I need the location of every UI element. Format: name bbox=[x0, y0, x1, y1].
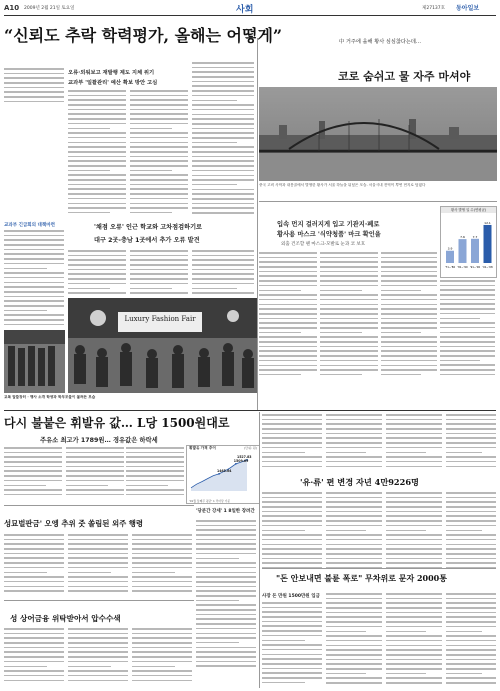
gas-chart-label: '01월 둘째주 평균' 1 리터당 기준 bbox=[189, 499, 231, 503]
right-divider bbox=[259, 201, 497, 202]
holiday-body-1 bbox=[4, 534, 64, 596]
dust-bar bbox=[446, 251, 454, 263]
gas-value-label: 1465.64 bbox=[217, 468, 232, 473]
dust-bar-label: '01~'08 bbox=[482, 266, 493, 269]
lead-body-3 bbox=[130, 90, 188, 218]
center-body-2 bbox=[262, 414, 322, 474]
blackmail-body-4 bbox=[446, 593, 496, 688]
dust-chart-svg bbox=[441, 213, 496, 275]
holiday-body-2 bbox=[68, 534, 128, 596]
blackmail-box-title: 사장 돈 만원 1500만원 입금 bbox=[262, 594, 320, 599]
raid-body-1 bbox=[4, 628, 64, 688]
lead-body-2 bbox=[68, 90, 126, 218]
gas-value-label: 1527.83 bbox=[237, 454, 252, 459]
gas-body-3 bbox=[126, 447, 184, 499]
gas-chart-title: 휘발유 가격 추이 bbox=[189, 446, 216, 450]
dust-headline: 코로 숨쉬고 물 자주 마셔야 bbox=[338, 70, 471, 83]
lead-box-title: 교과부 긴급회의 대책마련 bbox=[4, 223, 55, 228]
lead-mid-head: '채점 오류' 인근 학교와 고차점검하기로 bbox=[94, 224, 203, 231]
dust-subhead-2: 황사용 마스크 '식약청품' 마크 확인을 bbox=[277, 231, 381, 238]
center-body-3 bbox=[326, 414, 382, 474]
masthead-rule bbox=[4, 15, 496, 16]
yellow-dust-photo bbox=[259, 87, 497, 181]
lead-body-8 bbox=[192, 250, 254, 298]
dust-bar-value: 7.7 bbox=[472, 234, 478, 239]
school-body-3 bbox=[386, 492, 442, 574]
lead-mid-sub: 대구 2곳-충남 1곳에서 추가 오류 발견 bbox=[94, 237, 200, 244]
school-body-4 bbox=[446, 492, 496, 574]
lead-body-1 bbox=[4, 68, 64, 108]
dust-bar bbox=[471, 239, 479, 263]
dust-bar bbox=[484, 225, 492, 263]
holiday-body-3 bbox=[132, 534, 192, 596]
gas-chart-svg bbox=[187, 451, 259, 495]
section-rule bbox=[4, 410, 496, 411]
uniform-photo-caption bbox=[4, 395, 257, 407]
gas-area bbox=[191, 460, 247, 491]
dust-bar-label: '71~'80 bbox=[444, 266, 456, 269]
issue-date: 2009년 2월 21일 토요일 bbox=[24, 6, 75, 11]
gas-point bbox=[218, 473, 220, 475]
col-divider-bottom bbox=[259, 412, 260, 688]
page-number: A10 bbox=[4, 4, 20, 12]
center-body-4 bbox=[386, 414, 442, 474]
dust-photo-caption: 중국 고비 사막과 내몽골에서 발생한 황사가 서울 하늘을 뒤덮은 모습. 서울시내 전역이 뿌연 먼지로 덮였다 bbox=[259, 183, 426, 187]
section-title: 사회 bbox=[236, 5, 254, 15]
blackmail-body-1 bbox=[262, 602, 322, 688]
lead-body-7 bbox=[130, 250, 188, 298]
dust-body-c bbox=[381, 252, 437, 382]
gas-headline: 다시 불붙은 휘발유 값… L당 1500원대로 bbox=[4, 416, 230, 430]
dust-bar-label: '81~'90 bbox=[457, 266, 468, 269]
gas-body-1 bbox=[4, 447, 62, 499]
school-body-2 bbox=[326, 492, 382, 574]
uniform-caption-lead: 교복 알뜰장터 · 행사 소개 학생과 학부모들이 몰려든 모습 bbox=[4, 395, 96, 399]
holiday-headline: 성묘벌판금' 오엥 추위 줏 쏠림된 외주 행령 bbox=[4, 519, 144, 528]
bottom-left-rule-2 bbox=[4, 600, 194, 601]
blackmail-body-2 bbox=[326, 593, 382, 688]
gas-chart-caption: '당분간 강세' 1 8일한 장려간 bbox=[196, 509, 255, 514]
uniform-rack-photo bbox=[4, 330, 65, 393]
fashion-fair-sign: Luxury Fashion Fair bbox=[124, 315, 196, 323]
school-body-1 bbox=[262, 492, 322, 574]
center-body-5 bbox=[446, 414, 496, 474]
gas-value-label: 1509.69 bbox=[233, 458, 249, 463]
dust-chart bbox=[440, 206, 497, 278]
dust-body-b bbox=[320, 252, 378, 382]
gas-body-2 bbox=[66, 447, 124, 499]
dust-bar bbox=[459, 239, 467, 263]
center-body-1 bbox=[196, 520, 256, 675]
blackmail-headline: "돈 안보내면 불륜 폭로" 무차위로 문자 2000통 bbox=[276, 573, 447, 583]
dust-tag: 中 거주에 을해 황사 심심찮다는데… bbox=[339, 39, 422, 45]
dust-bar-label: '91~'00 bbox=[469, 266, 481, 269]
paper-name: 동아일보 bbox=[456, 5, 480, 12]
raid-body-2 bbox=[68, 628, 128, 688]
gas-chart bbox=[186, 445, 260, 504]
lead-body-4 bbox=[192, 62, 254, 218]
gas-point bbox=[235, 463, 237, 465]
gas-subhead: 주유소 최고가 1789원… 경유값은 하락세 bbox=[40, 437, 158, 444]
raid-body-3 bbox=[132, 628, 192, 688]
lead-body-6 bbox=[68, 250, 126, 298]
bottom-right-rule bbox=[262, 568, 496, 569]
school-change-headline: '유·류' 편 변경 자년 4만9226명 bbox=[300, 477, 419, 487]
lead-headline: “신뢰도 추락 학력평가, 올해는 어떻게” bbox=[4, 26, 283, 45]
dust-body-a bbox=[259, 252, 317, 382]
dust-bar-value: 7.6 bbox=[460, 235, 465, 240]
raid-headline: 성 상어금융 위탁받아서 압수수색 bbox=[10, 614, 121, 623]
blackmail-body-3 bbox=[386, 593, 442, 688]
lead-body-5 bbox=[4, 230, 64, 330]
bottom-left-rule bbox=[4, 505, 194, 506]
dust-subhead-3: 외출 건조할 땐 마스크-모발로 눈과 코 보호 bbox=[281, 242, 366, 247]
dust-bar-value: 12.1 bbox=[484, 220, 491, 225]
gas-chart-unit: (단위: 원) bbox=[244, 446, 257, 450]
lead-subhead: 오류·외워보고 재발행 제도 지체 위기 bbox=[68, 70, 155, 76]
dust-body-d bbox=[440, 280, 495, 382]
lead-subhead-2: 교과부 '일괄관리' 예산 확보 방안 고심 bbox=[68, 80, 158, 86]
dust-chart-title: 황사 발생 일 수(연평균) bbox=[441, 207, 496, 213]
edition-number: 제27137호 bbox=[422, 6, 446, 11]
school-uniform-photo bbox=[68, 298, 257, 393]
dust-subhead-1: 입속 먼지 걸러지게 입고 기관지·폐로 bbox=[277, 221, 380, 228]
col-divider-lead bbox=[257, 38, 258, 410]
dust-bar-value: 3.9 bbox=[447, 246, 453, 251]
